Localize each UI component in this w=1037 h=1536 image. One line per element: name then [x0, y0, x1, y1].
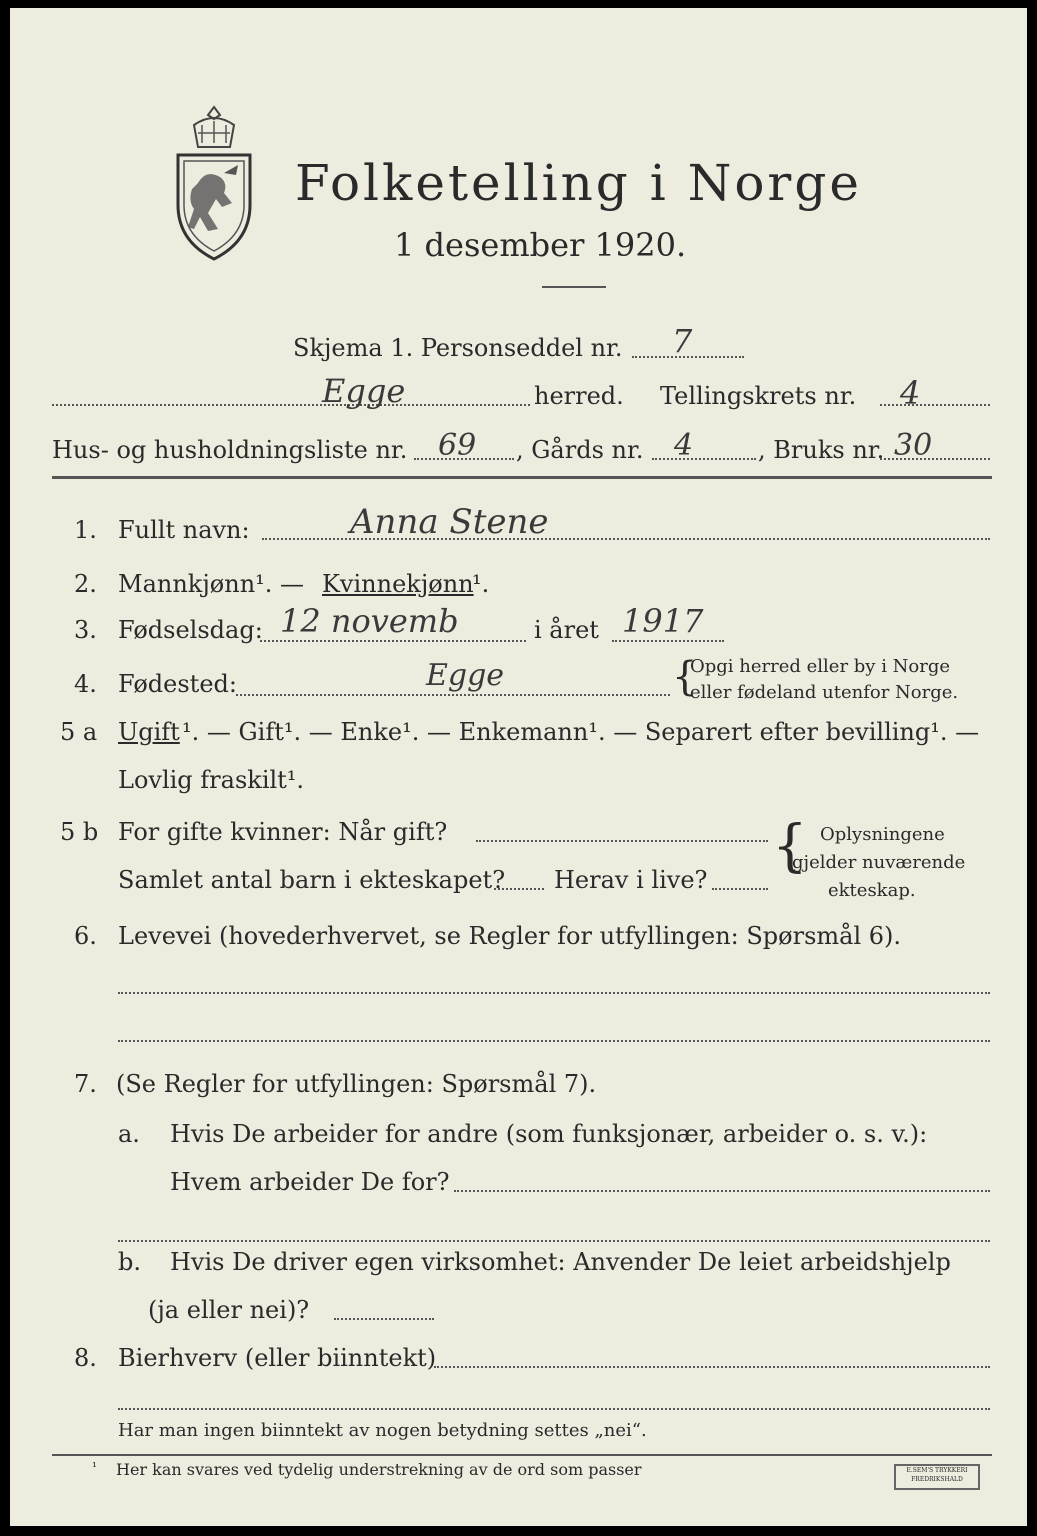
q7a-field-line-2	[118, 1240, 990, 1242]
footer-note: Har man ingen biinntekt av nogen betydning settes „nei“.	[118, 1420, 647, 1441]
printer-stamp-line-1: E.SEM'S TRYKKERI	[906, 1467, 968, 1474]
q5b-note-2: gjelder nuværende	[792, 852, 966, 873]
q7a-field-line-1	[454, 1190, 990, 1192]
footnote-mark: ¹	[92, 1460, 97, 1474]
personseddel-value[interactable]: 7	[672, 322, 693, 360]
q5b-note-3: ekteskap.	[828, 880, 916, 901]
q5b-brace: {	[772, 814, 808, 879]
herred-value[interactable]: Egge	[322, 372, 406, 410]
q8-field-line-2	[118, 1408, 990, 1410]
bruks-value[interactable]: 30	[894, 428, 933, 463]
gards-value[interactable]: 4	[674, 428, 694, 463]
q6-field-line-1	[118, 992, 990, 994]
q3-number: 3.	[74, 616, 97, 644]
printer-stamp-line-2: FREDRIKSHALD	[911, 1476, 963, 1483]
footnote-text: Her kan svares ved tydelig understrekning av de ord som passer	[116, 1460, 642, 1479]
herred-label: herred.	[534, 382, 624, 410]
q5b-note-1: Oplysningene	[820, 824, 945, 845]
header-rule	[52, 476, 992, 479]
q7a-label: Hvis De arbeider for andre (som funksjonær, arbeider o. s. v.):	[170, 1120, 928, 1148]
q2-number: 2.	[74, 570, 97, 598]
q7b-label: Hvis De driver egen virksomhet: Anvender De leiet arbeidshjelp	[170, 1248, 951, 1276]
q2-suffix: ¹.	[472, 570, 490, 598]
q7b-field-line	[334, 1318, 434, 1320]
q6-label: Levevei (hovederhvervet, se Regler for utfyllingen: Spørsmål 6).	[118, 922, 902, 950]
q4-brace: {	[672, 654, 698, 700]
form-date: 1 desember 1920.	[394, 226, 687, 264]
q8-field-line-1	[434, 1366, 990, 1368]
q4-number: 4.	[74, 670, 97, 698]
q4-value[interactable]: Egge	[426, 658, 505, 693]
q5a-lovlig[interactable]: Lovlig fraskilt¹.	[118, 766, 305, 794]
q7b-letter: b.	[118, 1248, 141, 1276]
q4-field-line	[236, 694, 670, 696]
footer-rule	[52, 1454, 992, 1456]
title-divider	[542, 286, 606, 288]
q2-kvinne[interactable]: Kvinnekjønn	[322, 570, 474, 598]
q1-number: 1.	[74, 516, 97, 544]
q8-number: 8.	[74, 1344, 97, 1372]
gards-field-line	[652, 458, 756, 460]
herred-field-line	[52, 404, 530, 406]
hus-label: Hus- og husholdningsliste nr.	[52, 436, 408, 464]
q6-number: 6.	[74, 922, 97, 950]
q3-label: Fødselsdag:	[118, 616, 263, 644]
gards-label: , Gårds nr.	[516, 436, 644, 464]
q5a-options[interactable]: ¹. — Gift¹. — Enke¹. — Enkemann¹. — Separert efter bevilling¹. —	[182, 718, 980, 746]
q5b-number: 5 b	[60, 818, 99, 846]
hus-value[interactable]: 69	[438, 428, 477, 463]
q1-value[interactable]: Anna Stene	[350, 502, 549, 542]
q5a-number: 5 a	[60, 718, 98, 746]
q2-mann[interactable]: Mannkjønn¹. —	[118, 570, 305, 598]
q8-label: Bierhverv (eller biinntekt)	[118, 1344, 437, 1372]
q7-label: (Se Regler for utfyllingen: Spørsmål 7).	[116, 1070, 597, 1098]
q7a-letter: a.	[118, 1120, 140, 1148]
tellingskrets-label: Tellingskrets nr.	[660, 382, 857, 410]
q4-note-1: Opgi herred eller by i Norge	[690, 656, 951, 677]
census-form	[10, 8, 1027, 1526]
q3-year-field-line	[612, 640, 724, 642]
q5b-label-2: Samlet antal barn i ekteskapet?	[118, 866, 506, 894]
skjema-label: Skjema 1. Personseddel nr.	[293, 334, 623, 362]
q5b-field-line-3	[712, 888, 768, 890]
tellingskrets-field-line	[880, 404, 990, 406]
bruks-label: , Bruks nr.	[758, 436, 885, 464]
q5b-herav: Herav i live?	[554, 866, 708, 894]
printer-stamp	[894, 1464, 980, 1490]
q6-field-line-2	[118, 1040, 990, 1042]
q3-value[interactable]: 12 novemb	[280, 602, 459, 640]
q3-field-line	[260, 640, 526, 642]
tellingskrets-value[interactable]: 4	[900, 374, 921, 412]
q5b-label-1: For gifte kvinner: Når gift?	[118, 818, 448, 846]
q5b-field-line-1	[476, 840, 768, 842]
q1-label: Fullt navn:	[118, 516, 250, 544]
q3-aaret: i året	[534, 616, 599, 644]
form-title: Folketelling i Norge	[295, 154, 862, 212]
q3-year[interactable]: 1917	[622, 602, 704, 640]
coat-of-arms-icon	[168, 103, 260, 263]
q4-label: Fødested:	[118, 670, 237, 698]
q7-number: 7.	[74, 1070, 97, 1098]
q5a-ugift[interactable]: Ugift	[118, 718, 180, 746]
q7b-sub: (ja eller nei)?	[148, 1296, 310, 1324]
q7a-sub: Hvem arbeider De for?	[170, 1168, 450, 1196]
q4-note-2: eller fødeland utenfor Norge.	[690, 682, 959, 703]
q5b-field-line-2	[494, 888, 544, 890]
